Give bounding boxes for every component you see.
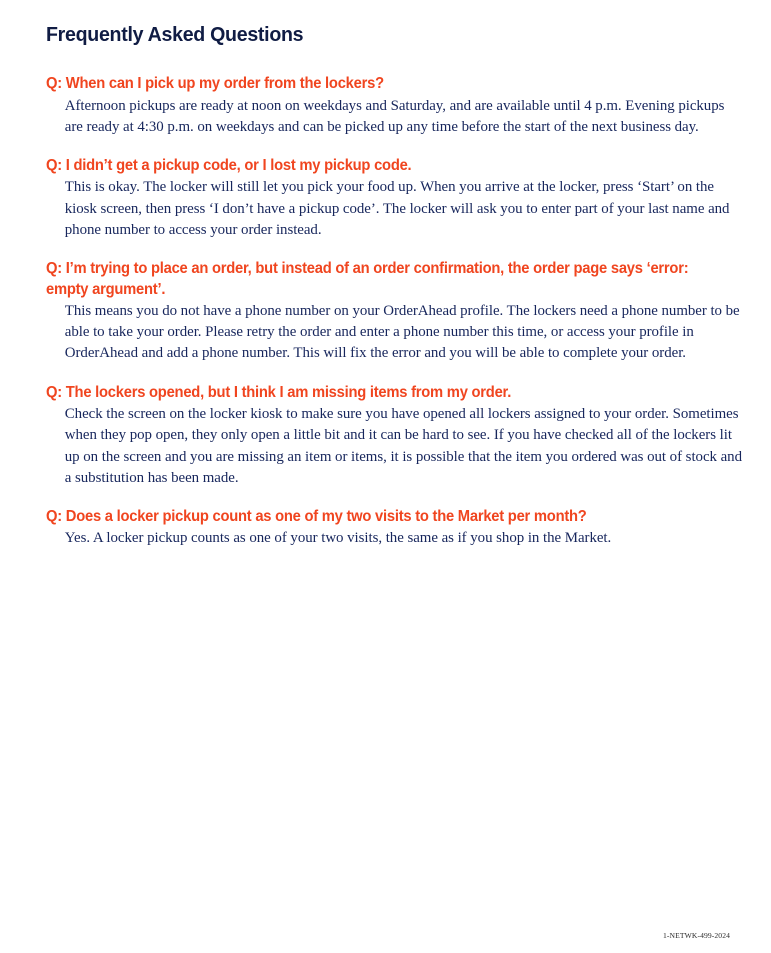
faq-item-3 (46, 259, 740, 365)
faq-item-2 (46, 156, 730, 241)
page-title: Frequently Asked Questions (46, 23, 304, 46)
faq-answer-2: This is okay. The locker will still let you pick your food up. When you arrive at the locker, press ‘Start’ on the kiosk screen, then press ‘I don’t have a pickup code’. The locker will ask you to enter part of your last name and phone number to access your order instead. (64, 179, 730, 238)
faq-question-3: Q: I’m trying to place an order, but instead of an order confirmation, the order page says ‘error: empty argument’. (46, 260, 689, 298)
faq-item-5 (46, 507, 725, 550)
faq-question-2: Q: I didn’t get a pickup code, or I lost my pickup code. (46, 156, 412, 174)
faq-item-4 (46, 383, 742, 489)
faq-answer-1: Afternoon pickups are ready at noon on weekdays and Saturday, and are available until 4 p.m. Evening pickups are ready at 4:30 p.m. on weekdays and can be picked up any time before the start of the next business day. (64, 97, 725, 135)
document-footer-code: 1-NETWK-499-2024 (663, 931, 730, 940)
faq-list (46, 74, 742, 550)
faq-question-1: Q: When can I pick up my order from the lockers? (46, 75, 384, 92)
faq-answer-3: This means you do not have a phone number on your OrderAhead profile. The lockers need a phone number to be able to take your order. Please retry the order and enter a phone number this time, or access your profile in OrderAhead and add a phone number. This will fix the error and you will be able to complete your order. (64, 303, 740, 362)
faq-answer-4: Check the screen on the locker kiosk to make sure you have opened all lockers assigned to your order. Sometimes when they pop open, they only open a little bit and it can be hard to see. If you have checked all of the lockers lit up on the screen and you are missing an item or items, it is possible that the item you ordered was out of stock and a substitution has been made. (64, 406, 742, 486)
faq-answer-5: Yes. A locker pickup counts as one of your two visits, the same as if you shop in the Market. (64, 530, 612, 547)
faq-question-4: Q: The lockers opened, but I think I am missing items from my order. (46, 383, 512, 401)
faq-item-1 (46, 74, 725, 138)
faq-question-5: Q: Does a locker pickup count as one of my two visits to the Market per month? (46, 507, 587, 525)
